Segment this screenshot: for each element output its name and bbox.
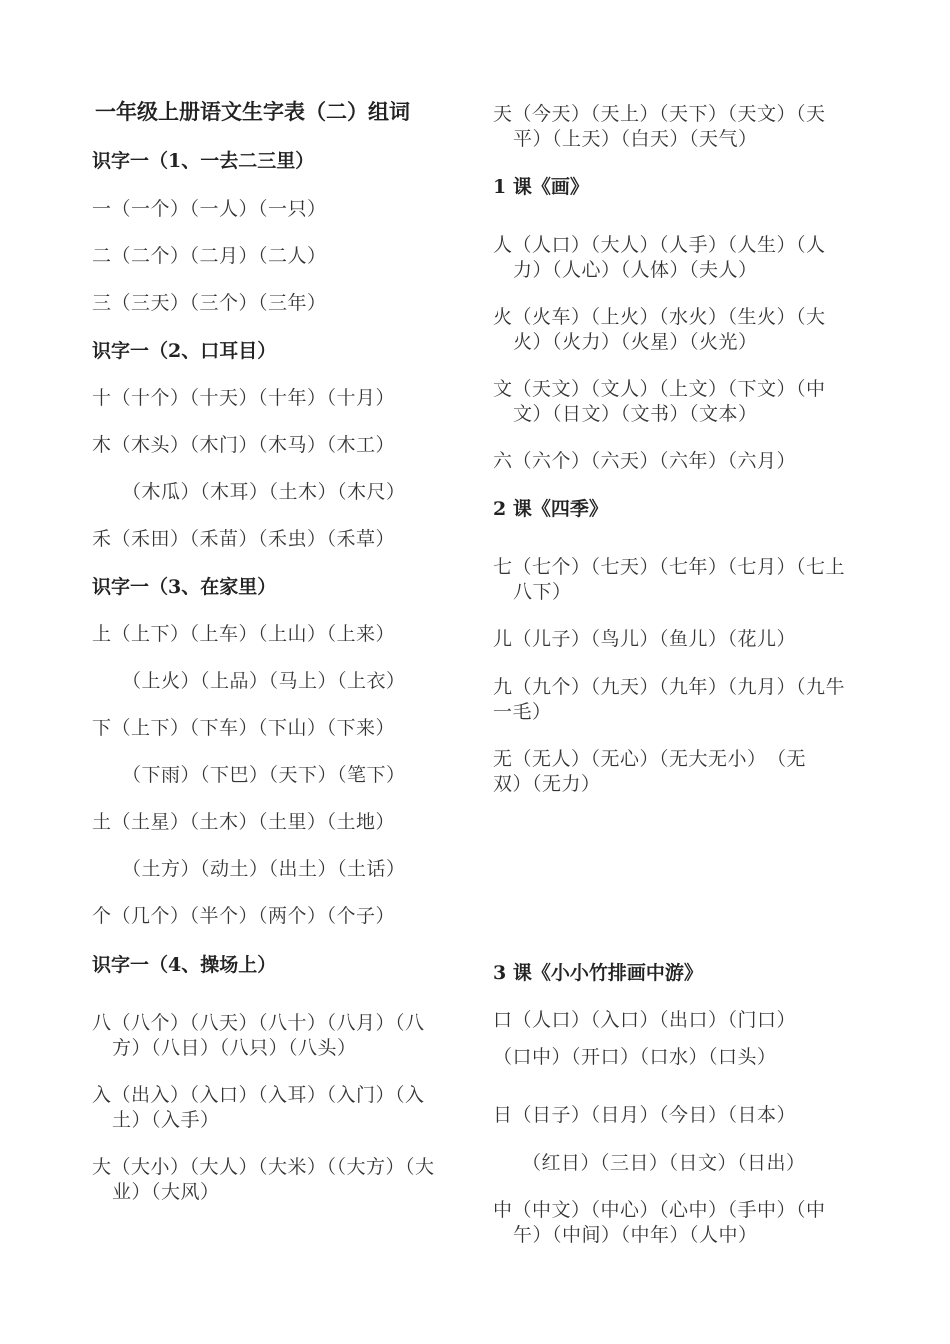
section-heading: 2 课《四季》 — [493, 498, 608, 520]
section-heading: 识字一（1、一去二三里） — [92, 150, 315, 172]
word-line: 日（日子）（日月）（今日）（日本） — [493, 1104, 797, 1126]
word-line: 火（火车）（上火）（水火）（生火）（大 — [493, 306, 826, 328]
word-line: 九（九个）（九天）（九年）（九月）（九牛 — [493, 676, 846, 698]
word-line: 下（上下）（下车）（下山）（下来） — [92, 717, 396, 739]
word-line: 儿（儿子）（鸟儿）（鱼儿）（花儿） — [493, 628, 797, 650]
word-line: 禾（禾田）（禾苗）（禾虫）（禾草） — [92, 528, 396, 550]
word-line: 文（天文）（文人）（上文）（下文）（中 — [493, 378, 826, 400]
word-line: （木瓜）（木耳）（土木）（木尺） — [122, 481, 406, 503]
word-line: 三（三天）（三个）（三年） — [92, 292, 327, 314]
word-line: 土（土星）（土木）（土里）（土地） — [92, 811, 396, 833]
word-line: 上（上下）（上车）（上山）（上来） — [92, 623, 396, 645]
word-line: 双）（无力） — [493, 773, 601, 795]
word-line: 个（几个）（半个）（两个）（个子） — [92, 905, 396, 927]
word-line: 大（大小）（大人）（大米）（（大方）（大 — [92, 1156, 435, 1178]
word-line: 六（六个）（六天）（六年）（六月） — [493, 450, 797, 472]
word-line: 七（七个）（七天）（七年）（七月）（七上 — [493, 556, 846, 578]
word-line: 天（今天）（天上）（天下）（天文）（天 — [493, 103, 826, 125]
word-line: 文）（日文）（文书）（文本） — [513, 403, 758, 425]
word-line: 无（无人）（无心）（无大无小） （无 — [493, 748, 807, 770]
word-line: 二（二个）（二月）（二人） — [92, 245, 327, 267]
word-line: 木（木头）（木门）（木马）（木工） — [92, 434, 396, 456]
word-line: （上火）（上品）（马上）（上衣） — [122, 670, 406, 692]
word-line: 一（一个）（一人）（一只） — [92, 198, 327, 220]
word-line: （红日）（三日）（日文）（日出） — [522, 1152, 806, 1174]
section-heading: 识字一（3、在家里） — [92, 576, 277, 598]
word-line: 方）（八日）（八只）（八头） — [112, 1037, 357, 1059]
word-line: 八（八个）（八天）（八十）（八月）（八 — [92, 1012, 425, 1034]
word-line: 业）（大风） — [112, 1181, 220, 1203]
word-line: 中（中文）（中心）（心中）（手中）（中 — [493, 1199, 826, 1221]
section-heading: 3 课《小小竹排画中游》 — [493, 962, 703, 984]
word-line: 力）（人心）（人体）（夫人） — [513, 259, 758, 281]
word-line: 平）（上天）（白天）（天气） — [513, 128, 758, 150]
word-line: （土方）（动土）（出土）（土话） — [122, 858, 406, 880]
word-line: 午）（中间）（中年）（人中） — [513, 1224, 758, 1246]
section-heading: 识字一（4、操场上） — [92, 954, 277, 976]
word-line: 一毛） — [493, 701, 552, 723]
word-line: 十（十个）（十天）（十年）（十月） — [92, 387, 396, 409]
word-line: 土）（入手） — [112, 1109, 220, 1131]
word-line: 入（出入）（入口）（入耳）（入门）（入 — [92, 1084, 425, 1106]
page-title: 一年级上册语文生字表（二）组词 — [95, 99, 410, 124]
word-line: 人（人口）（大人）（人手）（人生）（人 — [493, 234, 826, 256]
word-line: （下雨）（下巴）（天下）（笔下） — [122, 764, 406, 786]
word-line: 八下） — [513, 581, 572, 603]
word-line: 口（人口）（入口）（出口）（门口） — [493, 1009, 797, 1031]
word-line: 火）（火力）（火星）（火光） — [513, 331, 758, 353]
section-heading: 识字一（2、口耳目） — [92, 340, 277, 362]
section-heading: 1 课《画》 — [493, 176, 589, 198]
word-line: （口中）（开口）（口水）（口头） — [493, 1046, 777, 1068]
